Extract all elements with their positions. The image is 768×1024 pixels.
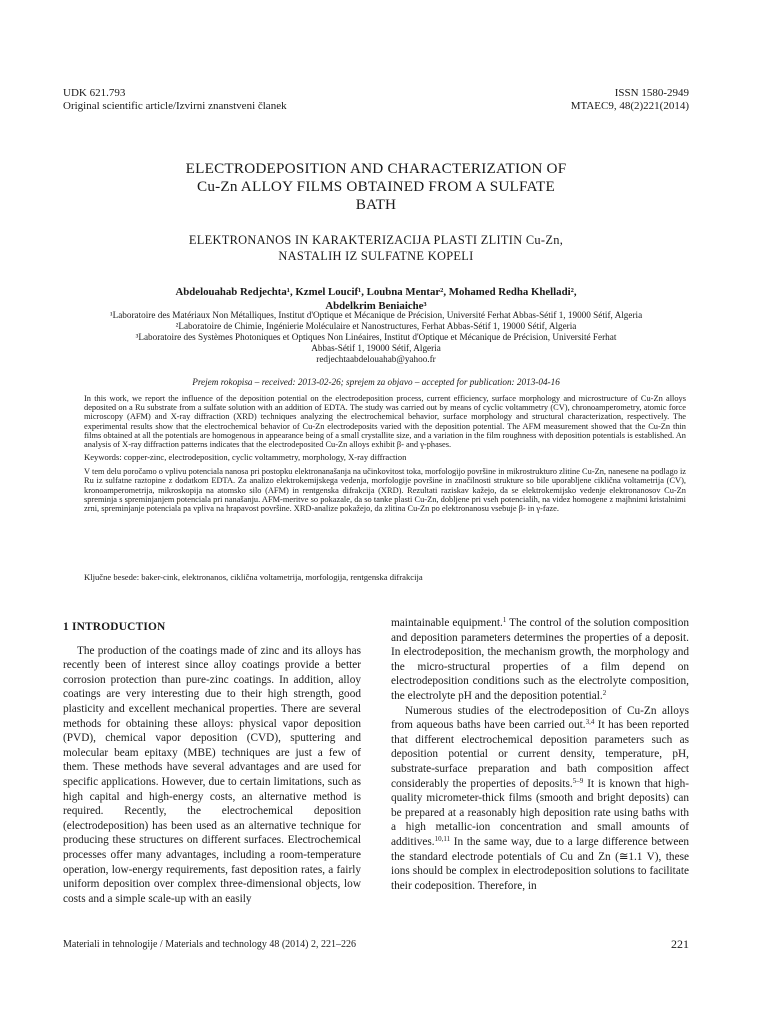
subtitle-line-1: ELEKTRONANOS IN KARAKTERIZACIJA PLASTI ZLITIN Cu-Zn, [188,233,564,247]
affiliation-1: ¹Laboratoire des Matériaux Non Métalliques, Institut d'Optique et Mécanique de Précision, Université Ferhat Abbas-Sétif 1, 19000 Sétif, Algeria [109,310,643,320]
subtitle-line-2: NASTALIH IZ SULFATNE KOPELI [278,249,474,263]
footer-journal: Materiali in tehnologije / Materials and technology 48 (2014) 2, 221–226 [63,939,356,950]
p2-text-b: The control of the solution composition and deposition parameters determines the properties of a deposit. In electrodeposition, the mechanism growth, the morphology and the micro-structural properties of a film depend on electrodeposition conditions such as the electrolyte composition, the electrolyte pH and the deposition potential. [391,617,689,702]
abstract-english: In this work, we report the influence of the deposition potential on the electrodeposition process, current efficiency, surface morphology and microstructure of Cu-Zn alloys deposited on a Ru substrate from a sulfate solution with an addition of EDTA. The study was carried out by means of cyclic voltammetry (CV), chronoamperometry, atomic force microscopy (AFM) and X-ray diffraction (XRD) techniques analyzing the electrochemical behavior, surface morphology and structural characterization, respectively. The experimental results show that the electrochemical behavior of Cu-Zn electrodeposits varied with the deposition potential. The AFM measurement showed that the Cu-Zn thin films obtained at all the potentials are homogenous in appearance being of a small crystallite size, and a variation in the film roughness with deposition potentials is established. An analysis of X-ray diffraction patterns indicates that the electrodeposited Cu-Zn alloys exhibit β- and γ-phases. [84,394,686,450]
abstract-slovenian: V tem delu poročamo o vplivu potenciala nanosa pri postopku elektronanašanja na učinkovitost toka, morfologijo površine in mikrostrukturo zlitine Cu-Zn, nanesene na podlago iz Ru iz sulfatne raztopine z dodatkom EDTA. Za analizo elektrokemijskega vedenja, morfologije površine in značilnosti strukture so bile uporabljene ciklična voltametrija (CV), kronoamperometrija, mikroskopija na atomsko silo (AFM) in rentgenska difrakcija (XRD). Rezultati raziskav kažejo, da se elektrokemijsko vedenje elektronanosov Cu-Zn spreminja s spreminjanjem potenciala pri nanašanju. AFM-meritve so pokazale, da so tanke plasti Cu-Zn, dobljene pri vseh potencialih, na videz homogene z majhnimi kristalnimi zrni, spreminjanje potenciala pa vpliva na hrapavost površine. XRD-analize pokažejo, da zlitina Cu-Zn po elektronanosu vsebuje β- in γ-faze. [84,467,687,514]
p3-text-d: In the same way, due to a large difference between the standard electrode potentials of Cu and Zn (≅1.1 V), these ions should be complex in electrodeposition solutions to facilitate their codeposition. Therefore, in [391,835,689,892]
paper-title [63,160,689,214]
affiliation-3-line-1: ³Laboratoire des Systèmes Photoniques et Optiques Non Linéaires, Institut d'Optique et Mécanique de Précision, Université Ferhat [135,332,617,342]
udk-code: UDK 621.793 [63,87,126,99]
section-heading-introduction: 1 INTRODUCTION [63,621,166,633]
paper-subtitle [63,232,689,264]
p3-text-b: It has been reported that different electrochemical deposition parameters such as deposition potential or current density, temperature, pH, substrate-surface preparation and bath composition affect considerably the properties of deposits. [391,719,689,790]
p3-text-a: Numerous studies of the electrodeposition of Cu-Zn alloys from aqueous baths have been carried out. [391,704,689,732]
affiliations [63,310,689,365]
citation-ref: 5–9 [572,776,584,785]
citation-ref: 2 [602,688,607,697]
intro-paragraph-1: The production of the coatings made of zinc and its alloys has recently been of interest since alloy coatings provide a better corrosion protection than pure-zinc coatings. In addition, alloy coatings are very interesting due to their high strength, good plasticity and excellent mechanical properties. There are several methods for obtaining these alloys: physical vapor deposition (PVD), chemical vapor deposition (CVD), sputtering and molecular beam epitaxy (MBE) techniques are just a few of them. These methods have several advantages and are used for specific applications. However, due to certain limitations, such as high capital and high-energy costs, an alternative method is required. Recently, the electrochemical deposition (electrodeposition) has been used as an alternative technique for producing these structures on different surfaces. Electrochemical processes offer many advantages, including a room-temperature operation, low-energy requirements, fast deposition rates, a fairly uniform deposition over complex three-dimensional objects, low costs and a simple scale-up with an easily [63,644,361,905]
keywords-slovenian: Ključne besede: baker-cink, elektronanos, ciklična voltametrija, morfologija, rentgenska difrakcija [84,572,423,582]
authors [63,285,689,313]
title-line-2: Cu-Zn ALLOY FILMS OBTAINED FROM A SULFATE [196,178,555,195]
title-line-3: BATH [355,196,397,213]
authors-line-2: Abdelkrim Beniaiche³ [325,300,427,312]
header-right [571,87,689,113]
page-number: 221 [671,937,689,951]
received-accepted-dates: Prejem rokopisa – received: 2013-02-26; sprejem za objavo – accepted for publication: 2013-04-16 [192,377,560,387]
p3-text-c: It is known that high-quality micrometer-thick films (smooth and bright deposits) can be prepared at a reasonably high deposition rate using baths with a high metallic-ion concentration and small amounts of additives. [391,777,689,848]
citation-ref: 1 [502,616,507,624]
journal-ref: MTAEC9, 48(2)221(2014) [570,100,689,112]
affiliation-2: ²Laboratoire de Chimie, Ingénierie Moléculaire et Nanostructures, Ferhat Abbas-Sétif 1, 19000 Sétif, Algeria [175,321,577,331]
authors-line-1: Abdelouahab Redjechta¹, Kzmel Loucif¹, Loubna Mentar², Mohamed Redha Khelladi², [175,286,577,298]
intro-paragraph-2 [391,616,689,704]
intro-paragraph-3 [391,704,689,894]
affiliation-3-line-2: Abbas-Sétif 1, 19000 Sétif, Algeria [311,343,441,353]
column-left [63,620,361,906]
citation-ref: 10,11 [434,834,451,843]
issn: ISSN 1580-2949 [614,87,689,99]
author-email: redjechtaabdelouahab@yahoo.fr [316,354,436,364]
header-left [63,87,287,113]
column-right [391,616,689,893]
keywords-english: Keywords: copper-zinc, electrodeposition, cyclic voltammetry, morphology, X-ray diffraction [84,452,407,462]
citation-ref: 3,4 [585,718,595,727]
article-type: Original scientific article/Izvirni znanstveni članek [63,100,287,112]
p2-text-a: maintainable equipment. [391,617,503,629]
title-line-1: ELECTRODEPOSITION AND CHARACTERIZATION OF [185,160,567,177]
